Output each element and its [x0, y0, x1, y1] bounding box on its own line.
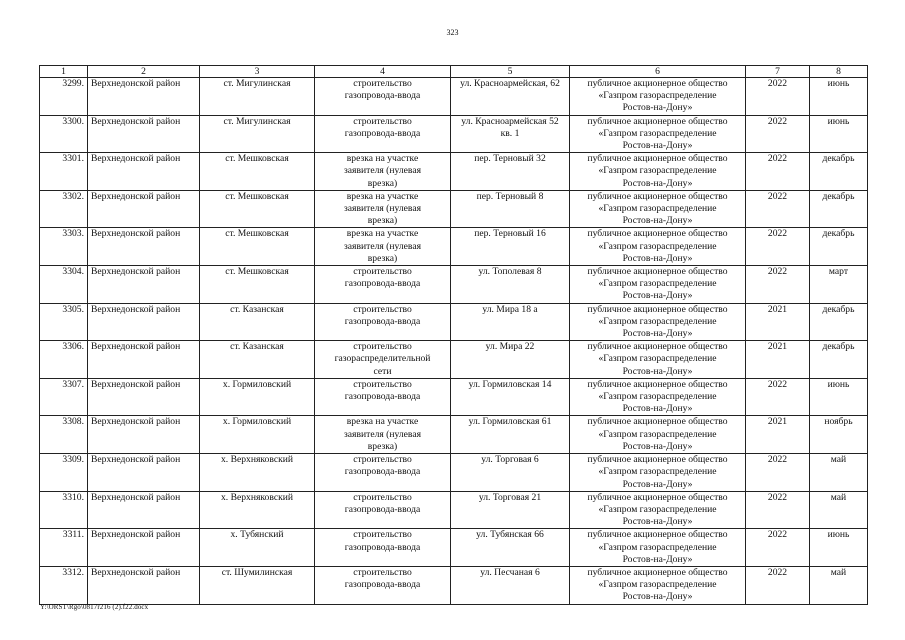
locality-cell: ст. Мигулинская — [200, 78, 315, 116]
work-type-line: строительство — [353, 303, 412, 315]
locality-cell: ст. Мешковская — [200, 190, 315, 228]
organization-line: Ростов-на-Дону» — [622, 478, 693, 490]
organization-line: Ростов-на-Дону» — [622, 215, 693, 227]
month-cell: май — [810, 454, 868, 492]
page-number: 323 — [446, 28, 459, 37]
row-number-cell: 3300. — [40, 115, 88, 153]
locality-cell: х. Верхняковский — [200, 491, 315, 529]
work-type-line: строительство — [353, 341, 412, 353]
work-type-line: врезка) — [367, 440, 398, 452]
address-line: ул. Торговая 21 — [478, 491, 542, 503]
address-line: ул. Гормиловская 61 — [468, 416, 552, 428]
work-type-line: газопровода-ввода — [344, 541, 421, 553]
organization-line: «Газпром газораспределение — [598, 428, 717, 440]
address-cell — [451, 416, 570, 454]
work-type-line: врезка) — [367, 252, 398, 264]
work-type-cell — [315, 115, 451, 153]
organization-line: публичное акционерное общество — [587, 378, 728, 390]
row-number-cell: 3306. — [40, 341, 88, 379]
work-type-cell — [315, 153, 451, 191]
table-body — [40, 78, 868, 605]
organization-line: публичное акционерное общество — [587, 303, 728, 315]
work-type-cell — [315, 566, 451, 604]
address-cell — [451, 378, 570, 416]
month-cell: декабрь — [810, 153, 868, 191]
organization-line: публичное акционерное общество — [587, 266, 728, 278]
year-cell: 2022 — [746, 78, 810, 116]
work-type-cell — [315, 341, 451, 379]
work-type-line: газопровода-ввода — [344, 315, 421, 327]
address-cell — [451, 491, 570, 529]
work-type-line: врезка на участке — [346, 153, 419, 165]
address-line: пер. Терновый 32 — [474, 153, 546, 165]
work-type-line: сети — [373, 365, 392, 377]
locality-cell: ст. Мешковская — [200, 266, 315, 304]
organization-cell — [570, 529, 746, 567]
work-type-line: газопровода-ввода — [344, 90, 421, 102]
year-cell: 2022 — [746, 529, 810, 567]
month-cell: июнь — [810, 378, 868, 416]
organization-line: Ростов-на-Дону» — [622, 403, 693, 415]
organization-line: Ростов-на-Дону» — [622, 328, 693, 340]
locality-cell: ст. Шумилинская — [200, 566, 315, 604]
work-type-line: газопровода-ввода — [344, 278, 421, 290]
work-type-cell — [315, 529, 451, 567]
address-cell — [451, 78, 570, 116]
work-type-line: заявителя (нулевая — [344, 428, 421, 440]
organization-line: публичное акционерное общество — [587, 341, 728, 353]
year-cell: 2022 — [746, 190, 810, 228]
column-header: 8 — [810, 66, 868, 78]
organization-cell — [570, 416, 746, 454]
organization-line: «Газпром газораспределение — [598, 466, 717, 478]
district-cell: Верхнедонской район — [88, 416, 200, 454]
locality-cell: х. Гормиловский — [200, 378, 315, 416]
row-number-cell: 3311. — [40, 529, 88, 567]
address-line: ул. Гормиловская 14 — [468, 378, 552, 390]
column-header: 5 — [451, 66, 570, 78]
month-cell: декабрь — [810, 341, 868, 379]
table-row — [40, 78, 868, 116]
locality-cell: ст. Мешковская — [200, 228, 315, 266]
district-cell: Верхнедонской район — [88, 78, 200, 116]
address-line: ул. Тубянская 66 — [476, 529, 544, 541]
table-row — [40, 341, 868, 379]
organization-line: Ростов-на-Дону» — [622, 591, 693, 603]
address-cell — [451, 529, 570, 567]
district-cell: Верхнедонской район — [88, 566, 200, 604]
month-cell: декабрь — [810, 228, 868, 266]
district-cell: Верхнедонской район — [88, 454, 200, 492]
column-header: 2 — [88, 66, 200, 78]
address-cell — [451, 115, 570, 153]
address-cell — [451, 228, 570, 266]
district-cell: Верхнедонской район — [88, 266, 200, 304]
table-row — [40, 566, 868, 604]
organization-line: Ростов-на-Дону» — [622, 140, 693, 152]
work-type-cell — [315, 303, 451, 341]
work-type-line: строительство — [353, 566, 412, 578]
locality-cell: ст. Казанская — [200, 303, 315, 341]
district-cell: Верхнедонской район — [88, 303, 200, 341]
organization-line: «Газпром газораспределение — [598, 503, 717, 515]
year-cell: 2022 — [746, 566, 810, 604]
work-type-line: строительство — [353, 529, 412, 541]
table-row — [40, 416, 868, 454]
address-cell — [451, 190, 570, 228]
year-cell: 2022 — [746, 153, 810, 191]
organization-cell — [570, 303, 746, 341]
row-number-cell: 3301. — [40, 153, 88, 191]
organization-line: публичное акционерное общество — [587, 153, 728, 165]
district-cell: Верхнедонской район — [88, 491, 200, 529]
address-cell — [451, 303, 570, 341]
organization-line: «Газпром газораспределение — [598, 90, 717, 102]
work-type-line: заявителя (нулевая — [344, 203, 421, 215]
work-type-line: врезка) — [367, 215, 398, 227]
year-cell: 2022 — [746, 266, 810, 304]
organization-cell — [570, 341, 746, 379]
work-type-cell — [315, 491, 451, 529]
organization-line: публичное акционерное общество — [587, 228, 728, 240]
district-cell: Верхнедонской район — [88, 115, 200, 153]
organization-line: публичное акционерное общество — [587, 416, 728, 428]
address-line: кв. 1 — [500, 127, 520, 139]
district-cell: Верхнедонской район — [88, 228, 200, 266]
address-cell — [451, 454, 570, 492]
column-header: 6 — [570, 66, 746, 78]
year-cell: 2021 — [746, 303, 810, 341]
organization-line: публичное акционерное общество — [587, 529, 728, 541]
table-row — [40, 529, 868, 567]
month-cell: ноябрь — [810, 416, 868, 454]
work-type-line: газопровода-ввода — [344, 503, 421, 515]
organization-cell — [570, 491, 746, 529]
work-type-line: газопровода-ввода — [344, 579, 421, 591]
table-row — [40, 378, 868, 416]
table-row — [40, 115, 868, 153]
work-type-line: врезка на участке — [346, 190, 419, 202]
work-type-cell — [315, 416, 451, 454]
work-type-line: строительство — [353, 78, 412, 89]
column-header: 4 — [315, 66, 451, 78]
year-cell: 2021 — [746, 341, 810, 379]
work-type-line: врезка на участке — [346, 228, 419, 240]
organization-line: «Газпром газораспределение — [598, 278, 717, 290]
table-row — [40, 454, 868, 492]
locality-cell: ст. Мигулинская — [200, 115, 315, 153]
work-type-cell — [315, 378, 451, 416]
work-type-cell — [315, 190, 451, 228]
organization-cell — [570, 454, 746, 492]
locality-cell: ст. Мешковская — [200, 153, 315, 191]
row-number-cell: 3312. — [40, 566, 88, 604]
table-row — [40, 303, 868, 341]
organization-line: «Газпром газораспределение — [598, 391, 717, 403]
address-cell — [451, 266, 570, 304]
month-cell: май — [810, 566, 868, 604]
organization-line: «Газпром газораспределение — [598, 315, 717, 327]
work-type-cell — [315, 454, 451, 492]
work-type-line: газораспределительной — [334, 353, 431, 365]
row-number-cell: 3304. — [40, 266, 88, 304]
work-type-cell — [315, 266, 451, 304]
organization-cell — [570, 153, 746, 191]
year-cell: 2021 — [746, 416, 810, 454]
locality-cell: ст. Казанская — [200, 341, 315, 379]
organization-line: Ростов-на-Дону» — [622, 516, 693, 528]
organization-line: публичное акционерное общество — [587, 454, 728, 466]
table-row — [40, 228, 868, 266]
table-row — [40, 491, 868, 529]
work-type-line: газопровода-ввода — [344, 127, 421, 139]
organization-line: «Газпром газораспределение — [598, 165, 717, 177]
organization-line: публичное акционерное общество — [587, 566, 728, 578]
month-cell: июнь — [810, 529, 868, 567]
locality-cell: х. Гормиловский — [200, 416, 315, 454]
registry-table — [39, 65, 868, 605]
work-type-line: заявителя (нулевая — [344, 240, 421, 252]
column-header: 3 — [200, 66, 315, 78]
organization-cell — [570, 266, 746, 304]
organization-line: «Газпром газораспределение — [598, 353, 717, 365]
address-cell — [451, 341, 570, 379]
district-cell: Верхнедонской район — [88, 529, 200, 567]
column-header: 1 — [40, 66, 88, 78]
organization-cell — [570, 78, 746, 116]
work-type-cell — [315, 78, 451, 116]
table-row — [40, 266, 868, 304]
work-type-cell — [315, 228, 451, 266]
work-type-line: строительство — [353, 378, 412, 390]
month-cell: июнь — [810, 115, 868, 153]
address-line: ул. Красноармейская 52 — [461, 115, 559, 127]
organization-line: Ростов-на-Дону» — [622, 365, 693, 377]
organization-line: Ростов-на-Дону» — [622, 553, 693, 565]
year-cell: 2022 — [746, 491, 810, 529]
organization-line: Ростов-на-Дону» — [622, 102, 693, 114]
address-line: ул. Торговая 6 — [481, 454, 539, 466]
year-cell: 2022 — [746, 228, 810, 266]
district-cell: Верхнедонской район — [88, 378, 200, 416]
work-type-line: заявителя (нулевая — [344, 165, 421, 177]
row-number-cell: 3308. — [40, 416, 88, 454]
organization-line: публичное акционерное общество — [587, 78, 728, 89]
organization-line: Ростов-на-Дону» — [622, 177, 693, 189]
address-line: ул. Тополевая 8 — [478, 266, 542, 278]
organization-line: публичное акционерное общество — [587, 491, 728, 503]
address-cell — [451, 153, 570, 191]
organization-line: публичное акционерное общество — [587, 190, 728, 202]
organization-line: Ростов-на-Дону» — [622, 252, 693, 264]
month-cell: декабрь — [810, 303, 868, 341]
work-type-line: газопровода-ввода — [344, 391, 421, 403]
row-number-cell: 3302. — [40, 190, 88, 228]
organization-cell — [570, 115, 746, 153]
row-number-cell: 3310. — [40, 491, 88, 529]
organization-cell — [570, 228, 746, 266]
table-header-row — [40, 66, 868, 78]
organization-line: «Газпром газораспределение — [598, 203, 717, 215]
address-cell — [451, 566, 570, 604]
work-type-line: строительство — [353, 115, 412, 127]
footer-file-path: Y:\ORST\Rgo\0817r216 (2).f22.docx — [40, 603, 149, 611]
address-line: ул. Красноармейская, 62 — [460, 78, 560, 89]
address-line: ул. Мира 18 а — [482, 303, 538, 315]
month-cell: май — [810, 491, 868, 529]
organization-line: публичное акционерное общество — [587, 115, 728, 127]
table-row — [40, 190, 868, 228]
organization-line: «Газпром газораспределение — [598, 240, 717, 252]
month-cell: декабрь — [810, 190, 868, 228]
district-cell: Верхнедонской район — [88, 153, 200, 191]
organization-cell — [570, 190, 746, 228]
organization-cell — [570, 566, 746, 604]
locality-cell: х. Верхняковский — [200, 454, 315, 492]
year-cell: 2022 — [746, 115, 810, 153]
address-line: пер. Терновый 8 — [476, 190, 544, 202]
address-line: пер. Терновый 16 — [474, 228, 546, 240]
district-cell: Верхнедонской район — [88, 341, 200, 379]
work-type-line: врезка на участке — [346, 416, 419, 428]
organization-cell — [570, 378, 746, 416]
organization-line: Ростов-на-Дону» — [622, 440, 693, 452]
work-type-line: строительство — [353, 266, 412, 278]
locality-cell: х. Тубянский — [200, 529, 315, 567]
organization-line: «Газпром газораспределение — [598, 127, 717, 139]
organization-line: «Газпром газораспределение — [598, 579, 717, 591]
work-type-line: строительство — [353, 491, 412, 503]
month-cell: март — [810, 266, 868, 304]
district-cell: Верхнедонской район — [88, 190, 200, 228]
row-number-cell: 3307. — [40, 378, 88, 416]
row-number-cell: 3299. — [40, 78, 88, 116]
address-line: ул. Мира 22 — [485, 341, 535, 353]
work-type-line: строительство — [353, 454, 412, 466]
organization-line: Ростов-на-Дону» — [622, 290, 693, 302]
address-line: ул. Песчаная 6 — [480, 566, 540, 578]
column-header: 7 — [746, 66, 810, 78]
year-cell: 2022 — [746, 454, 810, 492]
work-type-line: газопровода-ввода — [344, 466, 421, 478]
table-row — [40, 153, 868, 191]
work-type-line: врезка) — [367, 177, 398, 189]
month-cell: июнь — [810, 78, 868, 116]
row-number-cell: 3309. — [40, 454, 88, 492]
row-number-cell: 3303. — [40, 228, 88, 266]
organization-line: «Газпром газораспределение — [598, 541, 717, 553]
year-cell: 2022 — [746, 378, 810, 416]
row-number-cell: 3305. — [40, 303, 88, 341]
